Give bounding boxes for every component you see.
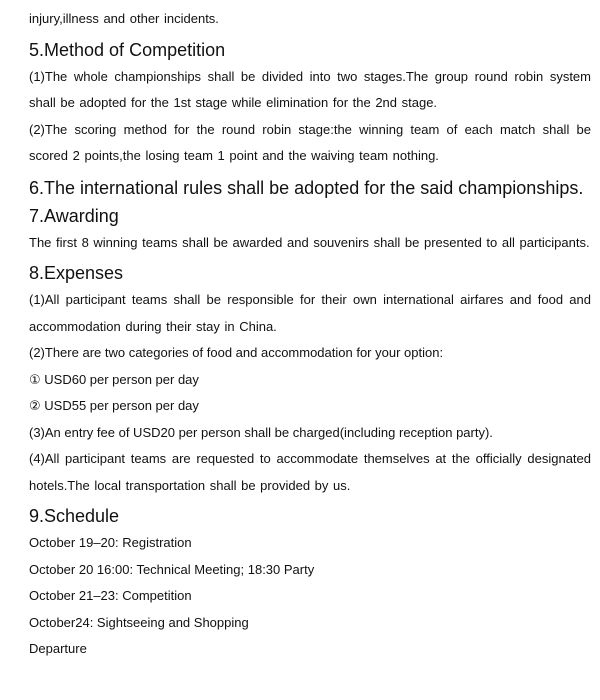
section-7-heading: 7.Awarding (29, 205, 119, 226)
section-8-paragraph-1: (1)All participant teams shall be responsible for their own international airfares and food and accommodation during their stay in China. (29, 292, 591, 334)
schedule-item: October 19–20: Registration (29, 535, 192, 550)
section-5-paragraph-1: (1)The whole championships shall be divided into two stages.The group round robin system shall be adopted for the 1st stage while elimination for the 2nd stage. (29, 68, 591, 110)
expense-option-2: ② USD55 per person per day (29, 398, 199, 413)
expense-option-1: ① USD60 per person per day (29, 371, 199, 387)
section-8-paragraph-4: (4)All participant teams are requested to accommodate themselves at the officially designated hotels.The local transportation shall be provided by us. (29, 451, 591, 493)
section-6-heading: 6.The international rules shall be adopted for the said championships. (29, 177, 584, 198)
schedule-item: October24: Sightseeing and Shopping (29, 614, 249, 630)
section-5-paragraph-2: (2)The scoring method for the round robin stage:the winning team of each match shall be scored 2 points,the losing team 1 point and the waiving team nothing. (29, 121, 591, 163)
section-8-paragraph-3: (3)An entry fee of USD20 per person shall be charged(including reception party). (29, 424, 493, 440)
intro-tail-text: injury,illness and other incidents. (29, 11, 219, 26)
section-7-paragraph-1: The first 8 winning teams shall be awarded and souvenirs shall be presented to all participants. (29, 234, 590, 250)
section-9-heading: 9.Schedule (29, 506, 120, 526)
schedule-item: October 21–23: Competition (29, 588, 192, 603)
schedule-item: October 20 16:00: Technical Meeting; 18:30 Party (29, 561, 315, 577)
section-8-heading: 8.Expenses (29, 263, 124, 283)
document-page (29, 6, 591, 663)
schedule-item: Departure (29, 641, 87, 656)
section-8-paragraph-2: (2)There are two categories of food and accommodation for your option: (29, 345, 444, 360)
section-5-heading: 5.Method of Competition (29, 39, 226, 60)
